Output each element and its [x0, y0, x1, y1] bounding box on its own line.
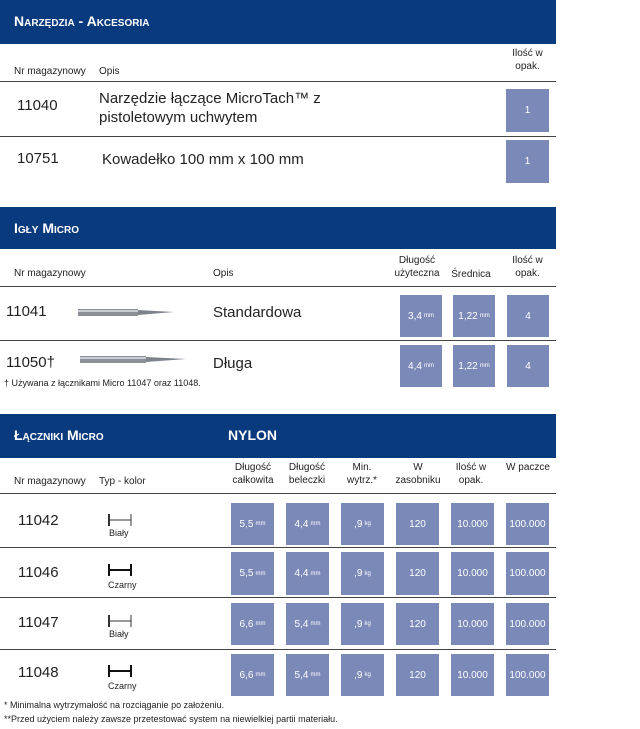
strength-box: ,9 kg — [341, 654, 384, 696]
dispenser-box: 120 — [396, 654, 439, 696]
fastener-black-icon — [106, 562, 136, 578]
product-code: 11040 — [17, 97, 58, 114]
product-code: 11048 — [18, 664, 59, 681]
footnote: † Używana z łącznikami Micro 11047 oraz 11048. — [4, 378, 201, 388]
color-label: Biały — [109, 528, 129, 538]
col-header-total-length: Długość całkowita — [232, 462, 274, 486]
qty-box: 10.000 — [451, 503, 494, 545]
strength-box: ,9 kg — [341, 503, 384, 545]
dispenser-box: 120 — [396, 552, 439, 595]
needle-image — [78, 306, 174, 320]
section-title: Narzędzia - Akcesoria — [14, 13, 150, 29]
section-header-fasteners — [0, 414, 556, 458]
color-label: Czarny — [108, 681, 137, 691]
section-title: Łączniki Micro — [14, 427, 104, 443]
col-header-code: Nr magazynowy — [14, 268, 86, 279]
col-header-pack: W paczce — [506, 462, 550, 473]
pack-box: 100.000 — [506, 503, 549, 545]
col-header-strength: Min. wytrz.* — [347, 462, 377, 486]
fastener-white-icon — [106, 613, 136, 629]
qty-box: 10.000 — [451, 603, 494, 645]
divider — [0, 340, 556, 341]
bar-length-box: 5,4 mm — [286, 654, 329, 696]
col-header-desc: Opis — [213, 268, 234, 279]
pack-box: 100.000 — [506, 552, 549, 595]
length-box: 3,4 mm — [400, 295, 442, 337]
product-desc: Standardowa — [213, 304, 302, 321]
section-title: Igły Micro — [14, 220, 79, 236]
divider — [0, 649, 556, 650]
qty-box: 10.000 — [451, 552, 494, 595]
dispenser-box: 120 — [396, 503, 439, 545]
qty-box: 4 — [507, 295, 549, 337]
qty-box: 1 — [506, 89, 549, 132]
product-code: 11046 — [18, 564, 59, 581]
total-length-box: 5,5 mm — [231, 552, 274, 595]
col-header-type: Typ - kolor — [99, 476, 146, 487]
bar-length-box: 4,4 mm — [286, 552, 329, 595]
col-header-length: Długość użyteczna — [394, 255, 440, 279]
diameter-box: 1,22 mm — [453, 295, 495, 337]
footnote: **Przed użyciem należy zawsze przetestować system na niewielkiej partii materiału. — [4, 714, 338, 724]
color-label: Biały — [109, 629, 129, 639]
section-header-needles — [0, 207, 556, 249]
length-box: 4,4 mm — [400, 345, 442, 387]
pack-box: 100.000 — [506, 654, 549, 696]
section-subtitle: NYLON — [228, 427, 277, 443]
strength-box: ,9 kg — [341, 552, 384, 595]
total-length-box: 6,6 mm — [231, 603, 274, 645]
col-header-qty: Ilość w opak. — [512, 48, 543, 72]
col-header-desc: Opis — [99, 66, 120, 77]
divider — [0, 493, 556, 494]
col-header-dispenser: W zasobniku — [395, 462, 441, 486]
col-header-qty: Ilość w opak. — [512, 255, 543, 279]
qty-box: 1 — [506, 140, 549, 183]
product-code: 11042 — [18, 512, 59, 529]
col-header-qty: Ilość w opak. — [455, 462, 487, 486]
product-code: 11050† — [6, 354, 55, 371]
fastener-white-icon — [106, 512, 136, 528]
color-label: Czarny — [108, 580, 137, 590]
needle-image — [80, 353, 186, 367]
col-header-code: Nr magazynowy — [14, 66, 86, 77]
diameter-box: 1,22 mm — [453, 345, 495, 387]
divider — [0, 81, 556, 82]
product-desc: Kowadełko 100 mm x 100 mm — [102, 151, 304, 168]
product-desc: Długa — [213, 355, 253, 372]
strength-box: ,9 kg — [341, 603, 384, 645]
product-code: 11047 — [18, 614, 59, 631]
dispenser-box: 120 — [396, 603, 439, 645]
qty-box: 4 — [507, 345, 549, 387]
pack-box: 100.000 — [506, 603, 549, 645]
qty-box: 10.000 — [451, 654, 494, 696]
section-header-tools — [0, 0, 556, 44]
product-desc: Narzędzie łączące MicroTach™ z pistoletowym uchwytem — [99, 90, 321, 126]
product-code: 11041 — [6, 303, 47, 320]
fastener-black-icon — [106, 663, 136, 679]
divider — [0, 136, 556, 137]
col-header-diameter: Średnica — [451, 269, 491, 280]
bar-length-box: 4,4 mm — [286, 503, 329, 545]
total-length-box: 6,6 mm — [231, 654, 274, 696]
total-length-box: 5,5 mm — [231, 503, 274, 545]
divider — [0, 547, 556, 548]
divider — [0, 597, 556, 598]
col-header-code: Nr magazynowy — [14, 476, 86, 487]
divider — [0, 286, 556, 287]
col-header-bar-length: Długość beleczki — [288, 462, 326, 486]
footnote: * Minimalna wytrzymałość na rozciąganie po założeniu. — [4, 700, 225, 710]
product-code: 10751 — [17, 150, 59, 167]
bar-length-box: 5,4 mm — [286, 603, 329, 645]
